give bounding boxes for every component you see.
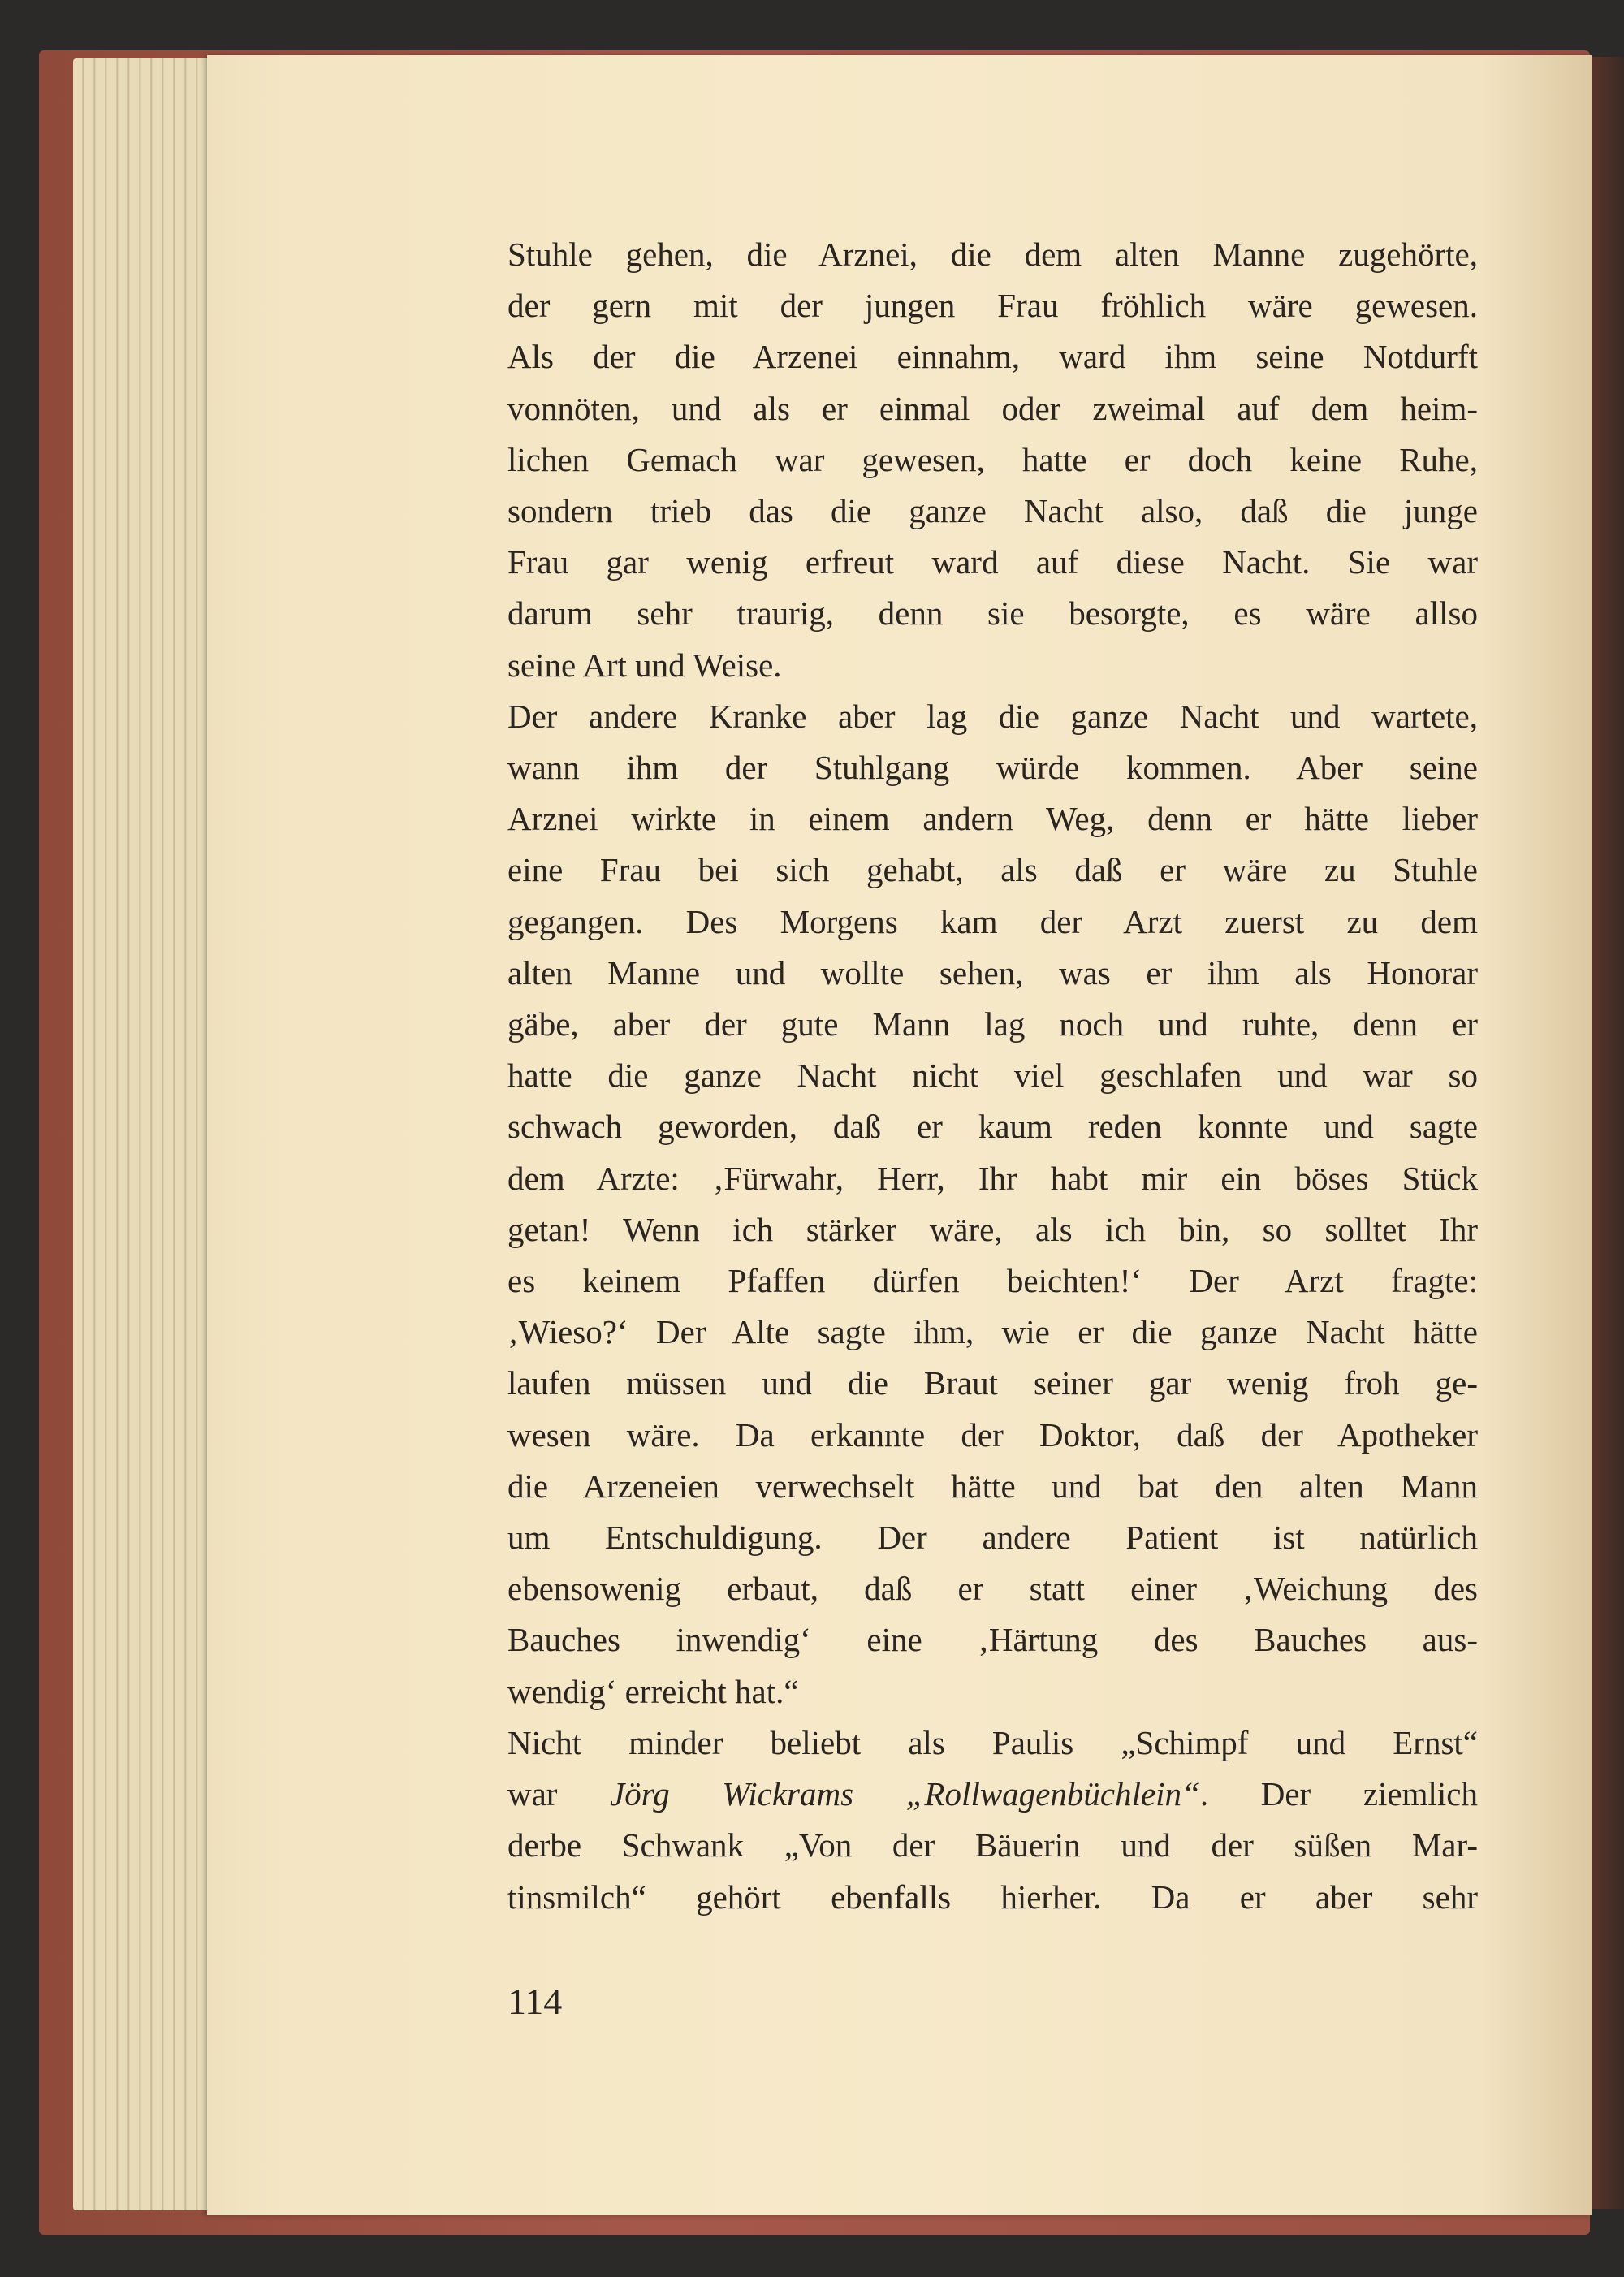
book-title: „Rollwagenbüchlein“ bbox=[905, 1775, 1200, 1813]
text-line: Als der die Arzenei einnahm, ward ihm seine Notdurft bbox=[508, 338, 1478, 376]
text-line bbox=[508, 1769, 1478, 1820]
text-line: eine Frau bei sich gehabt, als daß er wäre zu Stuhle bbox=[508, 851, 1478, 889]
text-line: Bauches inwendig‘ eine ‚Härtung des Bauches aus- bbox=[508, 1621, 1478, 1659]
text-line: Nicht minder beliebt als Paulis „Schimpf und Ernst“ bbox=[508, 1723, 1478, 1761]
text-line: tinsmilch“ gehört ebenfalls hierher. Da er aber sehr bbox=[508, 1877, 1478, 1916]
text-line: schwach geworden, daß er kaum reden konnte und sagte bbox=[508, 1108, 1478, 1146]
text-line: ebensowenig erbaut, daß er statt einer ‚Weichung des bbox=[508, 1570, 1478, 1608]
text-run: war bbox=[508, 1775, 611, 1813]
text-line: alten Manne und wollte sehen, was er ihm als Honorar bbox=[508, 953, 1478, 992]
text-line: laufen müssen und die Braut seiner gar wenig froh ge- bbox=[508, 1364, 1478, 1402]
text-line: wendig‘ erreicht hat.“ bbox=[508, 1672, 799, 1710]
text-line: lichen Gemach war gewesen, hatte er doch keine Ruhe, bbox=[508, 440, 1478, 478]
text-line: darum sehr traurig, denn sie besorgte, es wäre allso bbox=[508, 594, 1478, 633]
text-line: der gern mit der jungen Frau fröhlich wäre gewesen. bbox=[508, 287, 1478, 325]
author-name: Jörg Wickrams bbox=[610, 1775, 854, 1813]
text-line: wann ihm der Stuhlgang würde kommen. Aber seine bbox=[508, 749, 1478, 787]
text-line: seine Art und Weise. bbox=[508, 646, 782, 684]
text-line: Der andere Kranke aber lag die ganze Nacht und wartete, bbox=[508, 697, 1478, 735]
text-line: ‚Wieso?‘ Der Alte sagte ihm, wie er die ganze Nacht hätte bbox=[508, 1313, 1478, 1351]
text-line: gegangen. Des Morgens kam der Arzt zuerst zu dem bbox=[508, 902, 1478, 940]
text-line: dem Arzte: ‚Fürwahr, Herr, Ihr habt mir ein böses Stück bbox=[508, 1159, 1478, 1197]
body-text bbox=[508, 229, 1478, 1923]
text-line: Stuhle gehen, die Arznei, die dem alten Manne zugehörte, bbox=[508, 235, 1478, 273]
text-run: . Der ziemlich bbox=[1199, 1775, 1478, 1813]
text-line: derbe Schwank „Von der Bäuerin und der süßen Mar- bbox=[508, 1826, 1478, 1864]
text-line: wesen wäre. Da erkannte der Doktor, daß der Apotheker bbox=[508, 1415, 1478, 1454]
text-line: sondern trieb das die ganze Nacht also, daß die junge bbox=[508, 492, 1478, 530]
text-line: hatte die ganze Nacht nicht viel geschlafen und war so bbox=[508, 1056, 1478, 1095]
page-number: 114 bbox=[508, 1981, 563, 2022]
text-line: es keinem Pfaffen dürfen beichten!‘ Der Arzt fragte: bbox=[508, 1262, 1478, 1300]
text-line: vonnöten, und als er einmal oder zweimal auf dem heim- bbox=[508, 389, 1478, 427]
text-line: um Entschuldigung. Der andere Patient ist natürlich bbox=[508, 1519, 1478, 1557]
text-line: die Arzeneien verwechselt hätte und bat den alten Mann bbox=[508, 1467, 1478, 1505]
text-line: Frau gar wenig erfreut ward auf diese Nacht. Sie war bbox=[508, 543, 1478, 581]
text-line: gäbe, aber der gute Mann lag noch und ruhte, denn er bbox=[508, 1005, 1478, 1043]
text-line: Arznei wirkte in einem andern Weg, denn er hätte lieber bbox=[508, 800, 1478, 838]
text-line: getan! Wenn ich stärker wäre, als ich bin, so solltet Ihr bbox=[508, 1210, 1478, 1248]
